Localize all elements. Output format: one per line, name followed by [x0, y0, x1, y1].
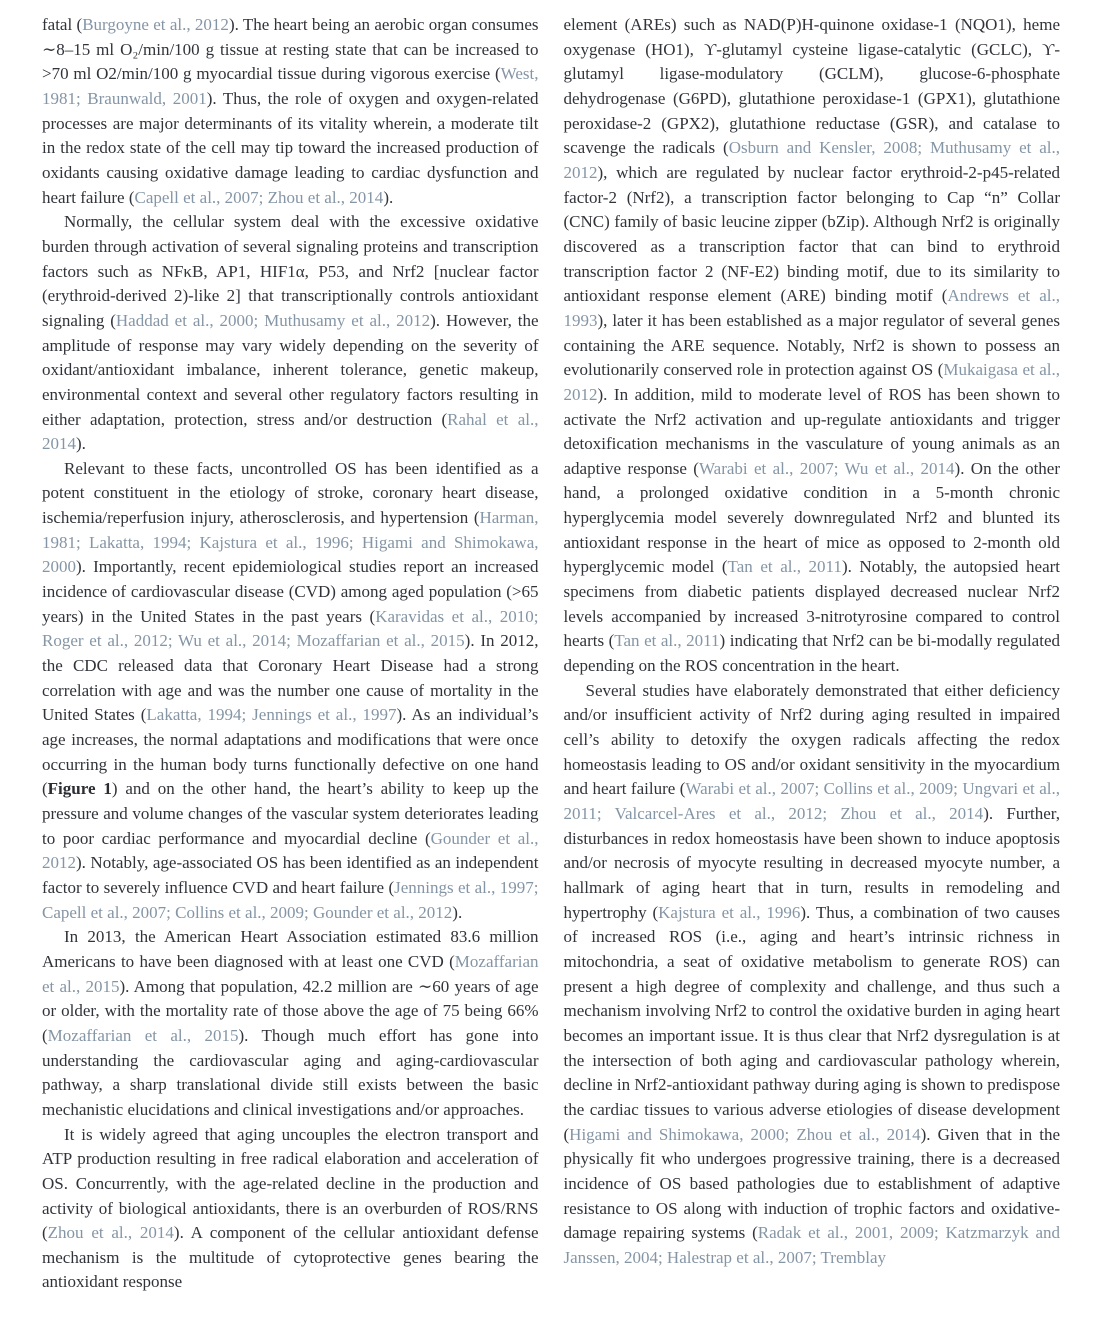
- paragraph: [42, 925, 539, 1122]
- body-text: ). Notably, the autopsied heart specimens from diabetic patients displayed decreased nuclear Nrf2 levels accompanied by increased 3-nitrotyrosine compared to control hearts (: [563, 557, 1060, 651]
- body-text: ).: [383, 187, 394, 207]
- body-text: Relevant to these facts, uncontrolled OS has been identified as a potent constituent in the etiology of stroke, coronary heart disease, ischemia/reperfusion injury, atherosclerosis, and hypertension (: [42, 458, 539, 528]
- citation-link[interactable]: Jennings et al., 1997; Capell et al., 2007; Collins et al., 2009; Gounder et al., 2012: [42, 877, 539, 922]
- body-text: ). In addition, mild to moderate level of ROS has been shown to activate the Nrf2 activation and up-regulate antioxidants and trigger detoxification mechanisms in the vasculature of young animals as an adaptive response (: [563, 384, 1060, 478]
- citation-link[interactable]: Warabi et al., 2007; Wu et al., 2014: [698, 458, 955, 478]
- citation-link[interactable]: Higami and Shimokawa, 2000; Zhou et al., 2014: [569, 1124, 921, 1144]
- citation-link[interactable]: Gounder et al., 2012: [42, 828, 539, 873]
- citation-link[interactable]: Zhou et al., 2014: [47, 1223, 174, 1243]
- citation-link[interactable]: Mozaffarian et al., 2015: [47, 1025, 239, 1045]
- body-text: It is widely agreed that aging uncouples the electron transport and ATP production resulting in free radical elaboration and acceleration of OS. Concurrently, with the age-related decline in the production and activity of biological antioxidants, there is an overburden of ROS/RNS (: [42, 1124, 539, 1243]
- paragraph: [42, 210, 539, 457]
- body-text: ). In 2012, the CDC released data that Coronary Heart Disease had a strong correlation with age and was the number one cause of mortality in the United States (: [42, 631, 539, 725]
- body-text: In 2013, the American Heart Association estimated 83.6 million Americans to have been diagnosed with at least one CVD (: [42, 927, 539, 971]
- citation-link[interactable]: Lakatta, 1994; Jennings et al., 1997: [146, 705, 397, 725]
- citation-link[interactable]: West, 1981; Braunwald, 2001: [42, 64, 539, 108]
- body-text: ). Given that in the physically fit who undergoes progressive training, there is a decreased incidence of OS based pathologies due to establishment of adaptive resistance to OS along with induction of trophic factors and oxidative-damage repairing systems (: [563, 1124, 1060, 1243]
- body-text: ). Thus, a combination of two causes of increased ROS (i.e., aging and heart’s intrinsic richness in mitochondria, a seat of oxidative metabolism to generate ROS) can present a high degree of complexity and challenge, and thus such a mechanism involving Nrf2 to control the oxidative burden in aging heart becomes an important issue. It is thus clear that Nrf2 dysregulation is at the intersection of both aging and cardiovascular pathology wherein, decline in Nrf2-antioxidant pathway during aging is shown to predispose the cardiac tissues to various adverse etiologies of disease development (: [563, 902, 1060, 1144]
- body-text: ). Further, disturbances in redox homeostasis have been shown to induce apoptosis and/or necrosis of myocyte resulting in decreased myocyte number, a hallmark of aging heart that in turn, results in remodeling and hypertrophy (: [563, 804, 1060, 922]
- paragraph: [564, 13, 1061, 679]
- body-text: ) indicating that Nrf2 can be bi-modally regulated depending on the ROS concentration in the heart.: [563, 631, 1060, 676]
- citation-link[interactable]: Burgoyne et al., 2012: [82, 15, 229, 34]
- body-text: ).: [76, 434, 86, 454]
- citation-link[interactable]: Tan et al., 2011: [614, 631, 720, 651]
- two-column-text-body: [42, 13, 1060, 1295]
- body-text: ). Notably, age-associated OS has been identified as an independent factor to severely influence CVD and heart failure (: [42, 853, 539, 897]
- citation-link[interactable]: Mukaigasa et al., 2012: [563, 360, 1060, 404]
- body-text: Normally, the cellular system deal with the excessive oxidative burden through activation of several signaling proteins and transcription factors such as NFκB, AP1, HIF1α, P53, and Nrf2 [nuclear factor (erythroid-derived 2)-like 2] that transcriptionally controls antioxidant signaling (: [42, 212, 539, 330]
- body-text: ).: [452, 902, 463, 922]
- paragraph: [42, 1123, 539, 1296]
- text-column-right: [564, 13, 1061, 1295]
- citation-link[interactable]: Radak et al., 2001, 2009; Katzmarzyk and Janssen, 2004; Halestrap et al., 2007; Tremblay: [563, 1223, 1060, 1267]
- body-text: ), which are regulated by nuclear factor erythroid-2-p45-related factor-2 (Nrf2), a transcription factor belonging to Cap “n” Collar (CNC) family of basic leucine zipper (bZip). Although Nrf2 is originally discovered as a transcription factor that can bind to erythroid transcription factor 2 (NF-E2) binding motif, due to its similarity to antioxidant response element (ARE) binding motif (: [563, 162, 1060, 306]
- body-text: fatal (: [42, 15, 83, 34]
- citation-link[interactable]: Karavidas et al., 2010; Roger et al., 2012; Wu et al., 2014; Mozaffarian et al., 2015: [42, 606, 539, 651]
- citation-link[interactable]: Osburn and Kensler, 2008; Muthusamy et al., 2012: [563, 138, 1060, 182]
- citation-link[interactable]: Tan et al., 2011: [727, 557, 842, 577]
- body-text: ). The heart being an aerobic organ consumes ∼8–15 ml O₂/min/100 g tissue at resting state that can be increased to >70 ml O2/min/100 g myocardial tissue during vigorous exercise (: [42, 15, 539, 84]
- body-text: ). Importantly, recent epidemiological studies report an increased incidence of cardiovascular disease (CVD) among aged population (>65 years) in the United States in the past years (: [42, 557, 539, 626]
- body-text: ). Though much effort has gone into understanding the cardiovascular aging and aging-cardiovascular pathway, a sharp translational divide still exists between the basic mechanistic elucidations and clinical investigations and/or approaches.: [42, 1025, 539, 1119]
- citation-link[interactable]: Capell et al., 2007; Zhou et al., 2014: [134, 187, 384, 207]
- citation-link[interactable]: Mozaffarian et al., 2015: [42, 951, 539, 996]
- paragraph: [42, 13, 539, 210]
- citation-link[interactable]: Harman, 1981; Lakatta, 1994; Kajstura et al., 1996; Higami and Shimokawa, 2000: [42, 508, 539, 577]
- body-text: ). Among that population, 42.2 million are ∼60 years of age or older, with the mortality rate of those above the age of 75 being 66% (: [42, 976, 539, 1045]
- body-text: ). On the other hand, a prolonged oxidative condition in a 5-month chronic hyperglycemia model severely downregulated Nrf2 and blunted its antioxidant response in the heart of mice as opposed to 2-month old hyperglycemic model (: [563, 458, 1061, 577]
- body-text: ). However, the amplitude of response may vary widely depending on the severity of oxidant/antioxidant imbalance, inherent tolerance, genetic makeup, environmental context and several other regulatory factors resulting in either adaptation, protection, stress and/or destruction (: [42, 310, 539, 429]
- citation-link[interactable]: Kajstura et al., 1996: [658, 902, 801, 922]
- text-column-left: [42, 13, 539, 1295]
- body-text: ), later it has been established as a major regulator of several genes containing the ARE sequence. Notably, Nrf2 is shown to possess an evolutionarily conserved role in protection against OS (: [563, 310, 1060, 380]
- body-text: ). Thus, the role of oxygen and oxygen-related processes are major determinants of its vitality wherein, a moderate tilt in the redox state of the cell may tip toward the increased production of oxidants causing oxidative damage leading to cardiac dysfunction and heart failure (: [42, 88, 539, 207]
- citation-link[interactable]: Haddad et al., 2000; Muthusamy et al., 2012: [115, 310, 431, 330]
- body-text: ) and on the other hand, the heart’s ability to keep up the pressure and volume changes of the vascular system deteriorates leading to poor cardiac performance and myocardial decline (: [42, 779, 539, 848]
- body-text: element (AREs) such as NAD(P)H-quinone oxidase-1 (NQO1), heme oxygenase (HO1), ϒ-glutamyl cysteine ligase-catalytic (GCLC), ϒ-glutamyl ligase-modulatory (GCLM), glucose-6-phosphate dehydrogenase (G6PD), glutathione peroxidase-1 (GPX1), glutathione peroxidase-2 (GPX2), glutathione reductase (GSR), and catalase to scavenge the radicals (: [563, 15, 1060, 158]
- paragraph: [564, 679, 1061, 1271]
- body-text: Several studies have elaborately demonstrated that either deficiency and/or insufficient activity of Nrf2 during aging resulted in impaired cell’s ability to detoxify the oxygen radicals affecting the redox homeostasis leading to OS and/or oxidant sensitivity in the myocardium and heart failure (: [563, 680, 1060, 799]
- paragraph: [42, 457, 539, 925]
- citation-link[interactable]: Rahal et al., 2014: [42, 409, 539, 454]
- citation-link[interactable]: Andrews et al., 1993: [563, 286, 1060, 330]
- citation-link[interactable]: Warabi et al., 2007; Collins et al., 2009; Ungvari et al., 2011; Valcarcel-Ares et al., 2012; Zhou et al., 2014: [563, 779, 1060, 823]
- body-text: ). As an individual’s age increases, the normal adaptations and modifications that were once occurring in the human body turns functionally defective on one hand (: [42, 705, 539, 799]
- figure-reference[interactable]: Figure 1: [47, 779, 112, 799]
- body-text: ). A component of the cellular antioxidant defense mechanism is the multitude of cytoprotective genes bearing the antioxidant response: [42, 1223, 539, 1292]
